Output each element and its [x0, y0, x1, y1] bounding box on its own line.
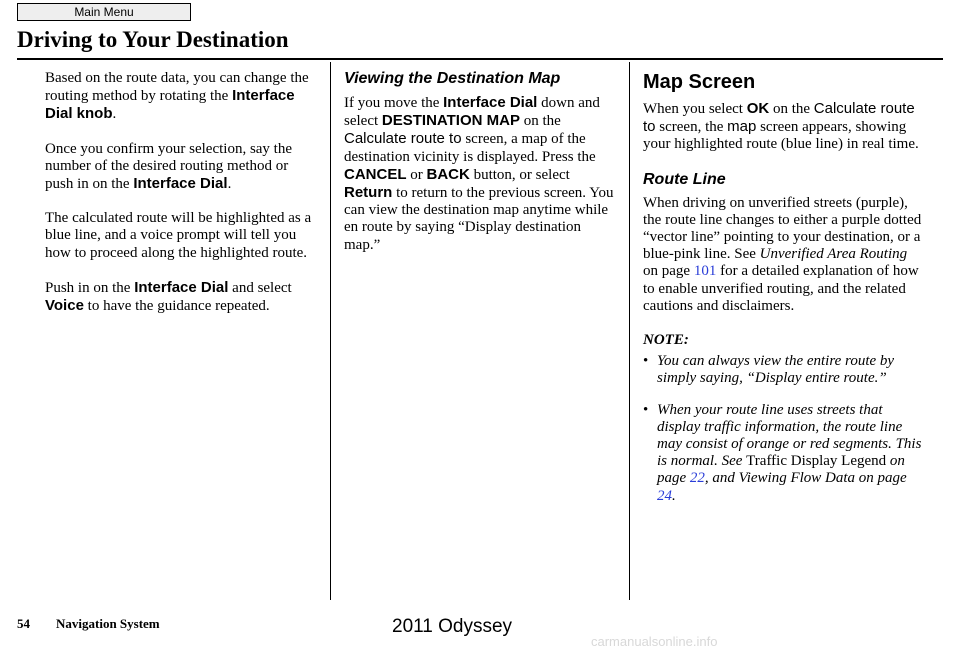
paragraph-route-line: When driving on unverified streets (purple), the route line changes to either a purple dotted “vector line” pointing to your destination, or a blue-pink line. See Unverified Area Routing on page 101 for a detailed explanation of how to enable unverified routing, and the related cautions and disclaimers. [643, 194, 922, 314]
column-divider [330, 62, 331, 600]
paragraph-map-screen: When you select OK on the Calculate route to screen, the map screen appears, showing your highlighted route (blue line) in real time. [643, 100, 919, 153]
title-divider [17, 58, 943, 60]
page-number: 54 [17, 616, 30, 631]
ui-term: CANCEL [344, 165, 407, 183]
paragraph-calculated-route: The calculated route will be highlighted as a blue line, and a voice prompt will tell you how to proceed along the highlighted route. [45, 210, 312, 261]
ui-term: map [727, 118, 757, 136]
note-label: NOTE: [643, 332, 689, 349]
note-bullet: • You can always view the entire route by simply saying, “Display entire route.” [643, 353, 895, 387]
column-middle [344, 70, 619, 271]
ui-term: Interface Dial [134, 278, 229, 296]
page-link[interactable]: 101 [693, 263, 717, 280]
page-link[interactable]: 24 [657, 487, 672, 504]
footer-model: 2011 Odyssey [392, 616, 513, 637]
footer-section-label: Navigation System [56, 616, 160, 631]
paragraph-destination-map: If you move the Interface Dial down and select DESTINATION MAP on the Calculate route to screen, a map of the destination vicinity is displayed. Press the CANCEL or BACK button, or select Return to return to the previous screen. You can view the destination map anytime while en route by saying “Display destination map.” [344, 94, 614, 253]
main-menu-button[interactable]: Main Menu [17, 3, 191, 21]
page-link[interactable]: 22 [689, 470, 705, 487]
ui-term: OK [746, 100, 770, 117]
ui-term: Interface Dial [133, 175, 228, 193]
subsection-heading: Route Line [643, 170, 726, 188]
paragraph-routing-method: Based on the route data, you can change the routing method by rotating the Interface Dial knob. [45, 70, 309, 123]
ui-term: DESTINATION MAP [381, 112, 520, 130]
paragraph-confirm-selection: Once you confirm your selection, say the number of the desired routing method or push in on the Interface Dial. [45, 140, 293, 193]
column-left [45, 70, 317, 332]
section-heading: Map Screen [643, 71, 756, 93]
note-bullet: • When your route line uses streets that display traffic information, the route line may consist of orange or red segments. This is normal. See Traffic Display Legend on page 22, and Viewing Flow Data on page 24. [643, 401, 922, 504]
ui-term: Interface Dial [443, 94, 538, 111]
watermark: carmanualsonline.info [591, 634, 718, 649]
paragraph-repeat-guidance: Push in on the Interface Dial and select Voice to have the guidance repeated. [45, 278, 292, 315]
ui-term: Interface Dial knob [45, 87, 295, 123]
ui-term: Calculate route to [344, 130, 462, 148]
page-title: Driving to Your Destination [17, 27, 289, 52]
bullet-icon: • [643, 353, 649, 370]
column-divider [629, 62, 630, 600]
column-right [643, 70, 923, 519]
ui-term: Voice [45, 297, 84, 315]
ui-term: BACK [426, 165, 470, 183]
ui-term: Calculate route to [643, 100, 915, 136]
bullet-icon: • [643, 401, 649, 418]
section-heading: Viewing the Destination Map [344, 70, 561, 87]
ui-term: Return [344, 184, 393, 202]
